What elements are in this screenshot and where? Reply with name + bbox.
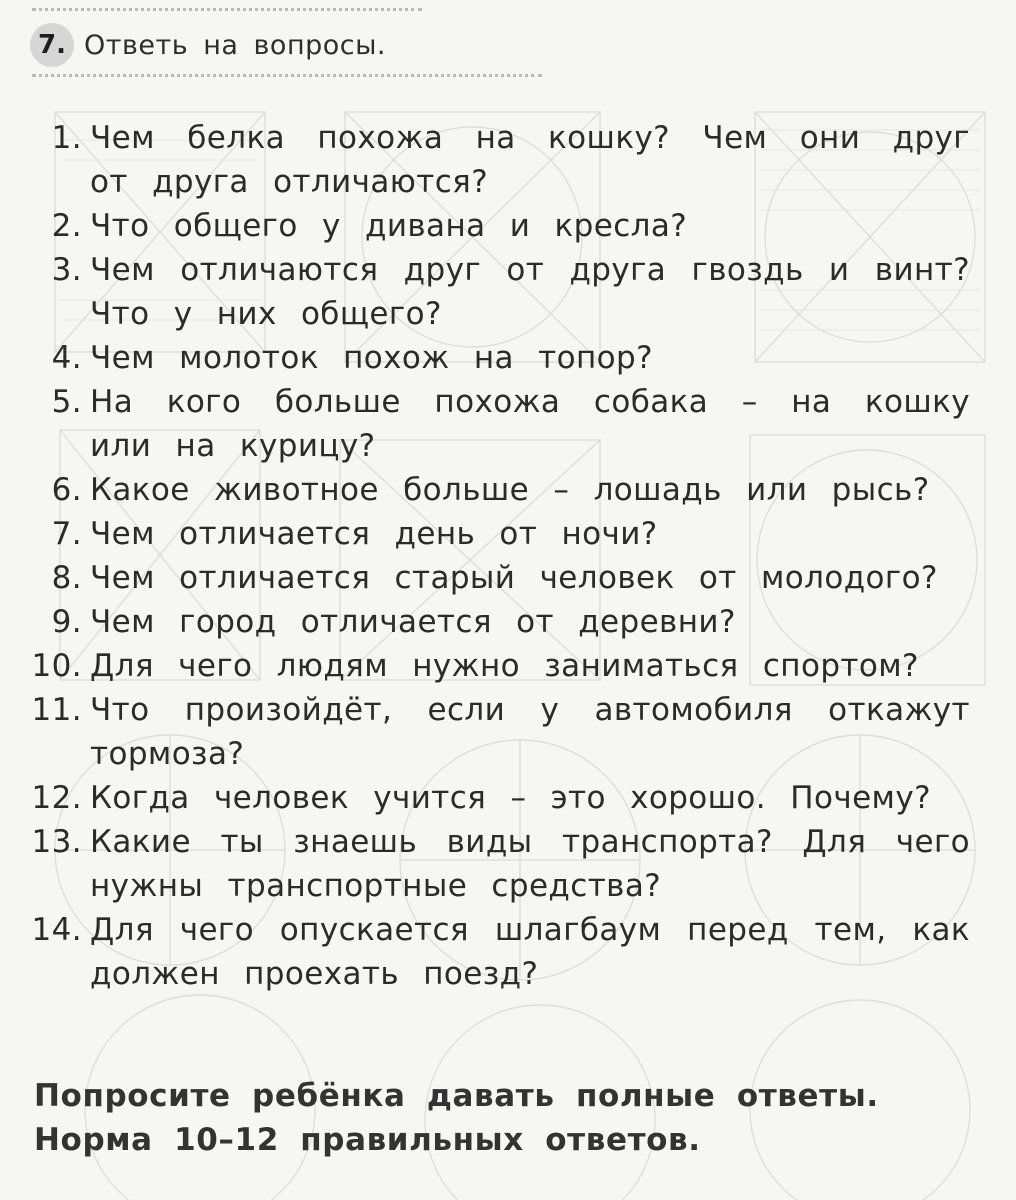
question-item xyxy=(30,644,970,688)
question-text: Для чего опускается шлагбаум перед тем, как должен проехать поезд? xyxy=(90,912,970,992)
question-text: Чем отличается старый человек от молодого? xyxy=(90,560,938,596)
task-header xyxy=(30,22,386,68)
question-number: 11. xyxy=(31,692,82,728)
question-text: Что произойдёт, если у автомобиля откажут тормоза? xyxy=(90,692,970,772)
question-item xyxy=(30,908,970,996)
question-item xyxy=(30,512,970,556)
question-number: 5. xyxy=(51,384,82,420)
question-number: 12. xyxy=(31,780,82,816)
question-item xyxy=(30,204,970,248)
question-item xyxy=(30,248,970,336)
question-item xyxy=(30,688,970,776)
question-number: 10. xyxy=(31,648,82,684)
question-text: Какие ты знаешь виды транспорта? Для чего нужны транспортные средства? xyxy=(90,824,970,904)
question-text: Чем молоток похож на топор? xyxy=(90,340,653,376)
question-text: Для чего людям нужно заниматься спортом? xyxy=(90,648,919,684)
question-list xyxy=(30,116,970,996)
question-item xyxy=(30,776,970,820)
task-title: Ответь на вопросы. xyxy=(84,29,386,61)
question-text: На кого больше похожа собака – на кошку или на курицу? xyxy=(90,384,970,464)
question-text: Чем отличаются друг от друга гвоздь и винт? Что у них общего? xyxy=(90,252,970,332)
question-text: Чем город отличается от деревни? xyxy=(90,604,736,640)
question-item xyxy=(30,820,970,908)
question-item xyxy=(30,380,970,468)
question-item xyxy=(30,468,970,512)
question-number: 2. xyxy=(51,208,82,244)
question-number: 8. xyxy=(51,560,82,596)
question-number: 1. xyxy=(51,120,82,156)
question-number: 3. xyxy=(51,252,82,288)
question-text: Какое животное больше – лошадь или рысь? xyxy=(90,472,930,508)
parent-note-line-1: Попросите ребёнка давать полные ответы. xyxy=(34,1078,879,1114)
question-text: Чем отличается день от ночи? xyxy=(90,516,658,552)
question-number: 7. xyxy=(51,516,82,552)
question-number: 9. xyxy=(51,604,82,640)
top-dotted-rule xyxy=(32,8,422,11)
question-number: 13. xyxy=(31,824,82,860)
question-item xyxy=(30,600,970,644)
question-item xyxy=(30,336,970,380)
bottom-dotted-rule xyxy=(32,74,542,77)
question-item xyxy=(30,116,970,204)
question-number: 6. xyxy=(51,472,82,508)
parent-note xyxy=(34,1074,934,1162)
question-item xyxy=(30,556,970,600)
parent-note-line-2: Норма 10–12 правильных ответов. xyxy=(34,1122,701,1158)
question-text: Чем белка похожа на кошку? Чем они друг от друга отличаются? xyxy=(90,120,970,200)
question-text: Когда человек учится – это хорошо. Почему? xyxy=(90,780,931,816)
question-number: 14. xyxy=(31,912,82,948)
question-text: Что общего у дивана и кресла? xyxy=(90,208,688,244)
question-number: 4. xyxy=(51,340,82,376)
task-number-badge: 7. xyxy=(30,23,74,67)
